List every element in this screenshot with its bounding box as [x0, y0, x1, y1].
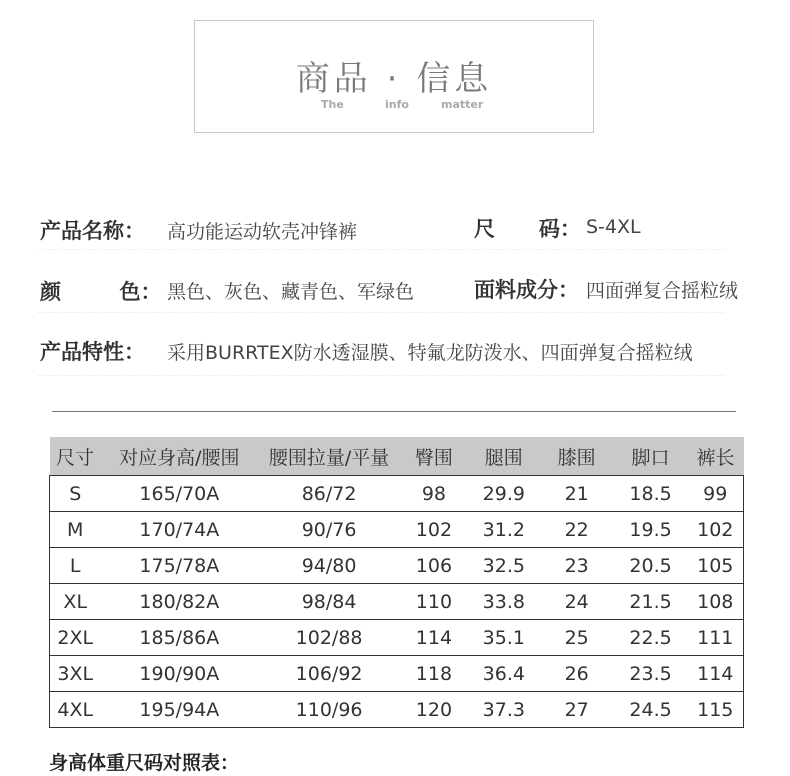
divider — [38, 375, 724, 376]
table-cell: 170/74A — [100, 512, 258, 548]
column-header: 腰围拉量/平量 — [258, 437, 400, 476]
feature-label: 产品特性： — [40, 340, 145, 364]
table-cell: 195/94A — [100, 692, 258, 728]
table-cell: 102 — [688, 512, 744, 548]
fabric-label: 面料成分： — [474, 278, 579, 302]
table-cell: 190/90A — [100, 656, 258, 692]
table-cell: 114 — [400, 620, 468, 656]
table-row — [50, 512, 744, 548]
column-header: 臀围 — [400, 437, 468, 476]
table-cell: 102 — [400, 512, 468, 548]
table-row — [50, 656, 744, 692]
table-cell: 94/80 — [258, 548, 400, 584]
table-cell: 26 — [540, 656, 614, 692]
table-cell: 35.1 — [468, 620, 540, 656]
table-cell: 25 — [540, 620, 614, 656]
table-cell: 110/96 — [258, 692, 400, 728]
table-cell: 36.4 — [468, 656, 540, 692]
column-header: 脚口 — [614, 437, 688, 476]
table-cell: 37.3 — [468, 692, 540, 728]
table-cell: 175/78A — [100, 548, 258, 584]
table-cell: 19.5 — [614, 512, 688, 548]
table-cell: S — [50, 476, 101, 512]
table-row — [50, 620, 744, 656]
table-row — [50, 584, 744, 620]
table-cell: 22.5 — [614, 620, 688, 656]
name-label: 产品名称： — [40, 219, 145, 243]
table-cell: 32.5 — [468, 548, 540, 584]
page-title: 商品 · 信息 — [295, 59, 493, 99]
size-chart-title: 身高体重尺码对照表： — [49, 752, 240, 774]
table-row — [50, 692, 744, 728]
table-cell: L — [50, 548, 101, 584]
table-cell: 110 — [400, 584, 468, 620]
column-header: 尺寸 — [50, 437, 101, 476]
table-cell: 102/88 — [258, 620, 400, 656]
table-cell: 18.5 — [614, 476, 688, 512]
subtitle-the: The — [321, 98, 344, 111]
table-cell: 31.2 — [468, 512, 540, 548]
table-cell: XL — [50, 584, 101, 620]
header-box — [194, 20, 594, 133]
table-cell: 98/84 — [258, 584, 400, 620]
table-cell: 23 — [540, 548, 614, 584]
table-row — [50, 476, 744, 512]
table-cell: 106/92 — [258, 656, 400, 692]
table-cell: 120 — [400, 692, 468, 728]
table-cell: M — [50, 512, 101, 548]
table-cell: 21.5 — [614, 584, 688, 620]
table-cell: 165/70A — [100, 476, 258, 512]
table-cell: 99 — [688, 476, 744, 512]
table-cell: 24.5 — [614, 692, 688, 728]
divider — [38, 249, 724, 250]
table-cell: 115 — [688, 692, 744, 728]
feature-value: 采用BURRTEX防水透湿膜、特氟龙防泼水、四面弹复合摇粒绒 — [167, 342, 693, 364]
subtitle-info: info — [385, 98, 409, 111]
table-cell: 24 — [540, 584, 614, 620]
table-cell: 2XL — [50, 620, 101, 656]
size-label: 尺 码： — [474, 217, 581, 241]
table-cell: 23.5 — [614, 656, 688, 692]
column-header: 膝围 — [540, 437, 614, 476]
table-row — [50, 548, 744, 584]
table-cell: 98 — [400, 476, 468, 512]
table-cell: 90/76 — [258, 512, 400, 548]
table-cell: 29.9 — [468, 476, 540, 512]
size-value: S-4XL — [586, 216, 641, 238]
table-cell: 105 — [688, 548, 744, 584]
table-cell: 180/82A — [100, 584, 258, 620]
table-cell: 86/72 — [258, 476, 400, 512]
table-cell: 21 — [540, 476, 614, 512]
table-cell: 20.5 — [614, 548, 688, 584]
divider-line — [52, 411, 736, 412]
table-cell: 22 — [540, 512, 614, 548]
table-cell: 118 — [400, 656, 468, 692]
table-cell: 33.8 — [468, 584, 540, 620]
subtitle-matter: matter — [441, 98, 484, 111]
column-header: 腿围 — [468, 437, 540, 476]
fabric-value: 四面弹复合摇粒绒 — [586, 280, 739, 302]
column-header: 对应身高/腰围 — [100, 437, 258, 476]
table-cell: 4XL — [50, 692, 101, 728]
color-label: 颜 色： — [40, 280, 162, 304]
table-cell: 111 — [688, 620, 744, 656]
name-value: 高功能运动软壳冲锋裤 — [167, 221, 358, 243]
table-cell: 106 — [400, 548, 468, 584]
color-value: 黑色、灰色、藏青色、军绿色 — [167, 281, 415, 303]
size-table — [49, 437, 744, 728]
table-cell: 108 — [688, 584, 744, 620]
table-cell: 3XL — [50, 656, 101, 692]
table-cell: 114 — [688, 656, 744, 692]
table-header — [50, 437, 744, 476]
divider — [38, 312, 724, 313]
table-cell: 27 — [540, 692, 614, 728]
column-header: 裤长 — [688, 437, 744, 476]
table-cell: 185/86A — [100, 620, 258, 656]
